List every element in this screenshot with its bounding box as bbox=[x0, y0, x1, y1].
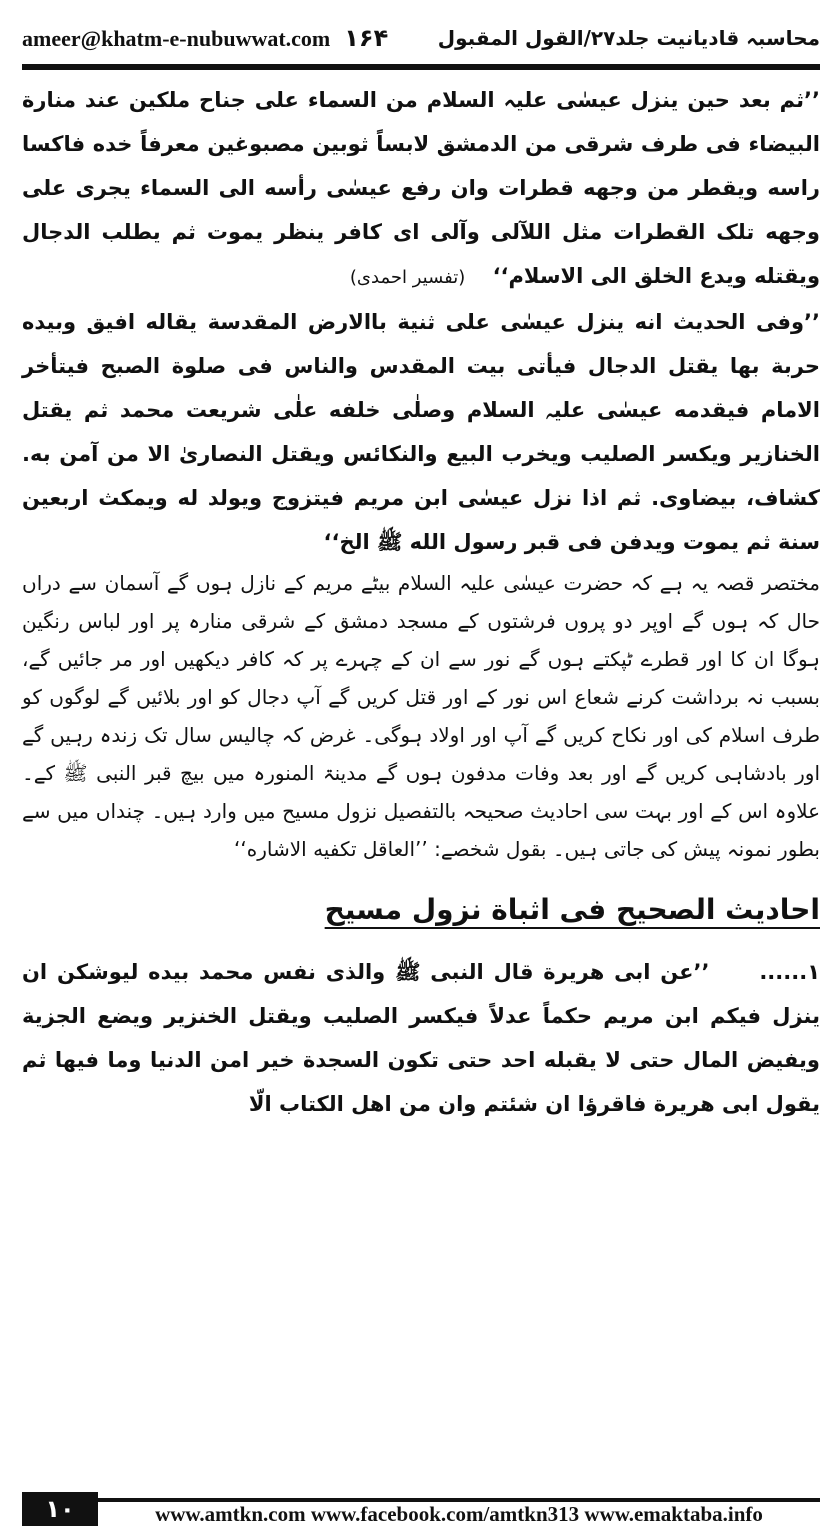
arabic-hadith-paragraph bbox=[22, 300, 820, 564]
header-rule bbox=[22, 64, 820, 70]
urdu-summary-paragraph bbox=[22, 564, 820, 868]
hadith-one-text: ’’عن ابی هریرة قال النبی ﷺ والذی نفس محمد بیده لیوشکن ان ینزل فیکم ابن مریم حکماً عدلاً فیکسر الصلیب ویقتل الخنزیر ویضع الجزیة ویفیض المال حتی لا یقبله احد حتی تکون السجدة خیر امن الدنیا وما فیها ثم یقول ابی هریرة فاقرؤا ان شئتم وان من اهل الکتاب الّا bbox=[22, 960, 820, 1116]
hadith-number: ۱...... bbox=[759, 960, 821, 984]
page-footer bbox=[22, 1488, 820, 1526]
arabic-quote-text: ’’ثم بعد حین ینزل عیسٰی علیہ السلام من السماء علی جناح ملکین عند منارة البیضاء فی طرف شرقی من الدمشق لابساً ثوبین مصبوغین معرفاً خده فاکسا راسه ویقطر من وجهه قطرات وان رفع عیسٰی رأسه الی السماء یجری علی وجهه تلک القطرات مثل اللآلی وآلی ای کافر ینظر یموت ثم یطلب الدجال ویقتله ویدع الخلق الی الاسلام‘‘ bbox=[22, 88, 820, 288]
header-email: ameer@khatm-e-nubuwwat.com bbox=[22, 26, 331, 51]
section-heading: احادیث الصحیح فی اثباة نزول مسیح bbox=[324, 893, 820, 926]
hadith-one-paragraph bbox=[22, 950, 820, 1126]
citation-text: (تفسیر احمدی) bbox=[349, 267, 466, 288]
header-book-title: محاسبہ قادیانیت جلد۲۷/القول المقبول bbox=[437, 26, 820, 50]
header-page-number: ۱۶۴ bbox=[344, 24, 389, 52]
arabic-hadith-text: ’’وفی الحدیث انه ینزل عیسٰی علی ثنیة باالارض المقدسة یقاله افیق وبیده حربة بها یقتل الدجال فیأتی بیت المقدس والناس فی صلوة الصبح فیتأخر الامام فیقدمه عیسٰی علیہ السلام وصلٰی خلفه علٰی شریعت محمد ثم یقتل الخنازیر ویکسر الصلیب ویخرب البیع والنکائس ویقتل النصاریٰ الا من آمن به. کشاف، بیضاوی. ثم اذا نزل عیسٰی ابن مریم فیتزوج ویولد له ویمکث اربعین سنة ثم یموت ویدفن فی قبر رسول الله ﷺ الخ‘‘ bbox=[22, 310, 820, 554]
arabic-quote-paragraph bbox=[22, 78, 820, 300]
footer-page-number: ۱۰ bbox=[22, 1492, 98, 1526]
page-header bbox=[22, 18, 820, 58]
footer-links: www.amtkn.com www.facebook.com/amtkn313 www.emaktaba.info bbox=[98, 1498, 820, 1526]
page-body bbox=[22, 78, 820, 1126]
header-left bbox=[22, 24, 388, 52]
urdu-summary-text: مختصر قصہ یہ ہے کہ حضرت عیسٰی علیہ السلام بیٹے مریم کے نازل ہوں گے آسمان سے دراں حال کہ ہوں گے اوپر دو پروں فرشتوں کے مسجد دمشق کے شرقی منارہ پر اور لباس رنگین ہوگا ان کا اور قطرے ٹپکتے ہوں گے نور سے ان کے چہرے پر کہ کافر دیکھیں اور مر جائیں گے، بسبب نہ برداشت کرنے شعاع اس نور کے اور قتل کریں گے آپ دجال کو اور بلائیں گے لوگوں کو طرف اسلام کی اور نکاح کریں گے آپ اور اولاد ہوگی۔ غرض کہ چالیس سال تک زندہ رہیں گے اور بادشاہی کریں گے اور بعد وفات مدفون ہوں گے مدینۃ المنورہ میں بیچ قبر النبی ﷺ کے۔ علاوہ اس کے اور بہت سی احادیث صحیحہ بالتفصیل نزول مسیح میں وارد ہیں۔ چنداں میں سے بطور نمونہ پیش کی جاتی ہیں۔ بقول شخصے: ’’العاقل تکفیه الاشاره‘‘ bbox=[22, 571, 820, 861]
